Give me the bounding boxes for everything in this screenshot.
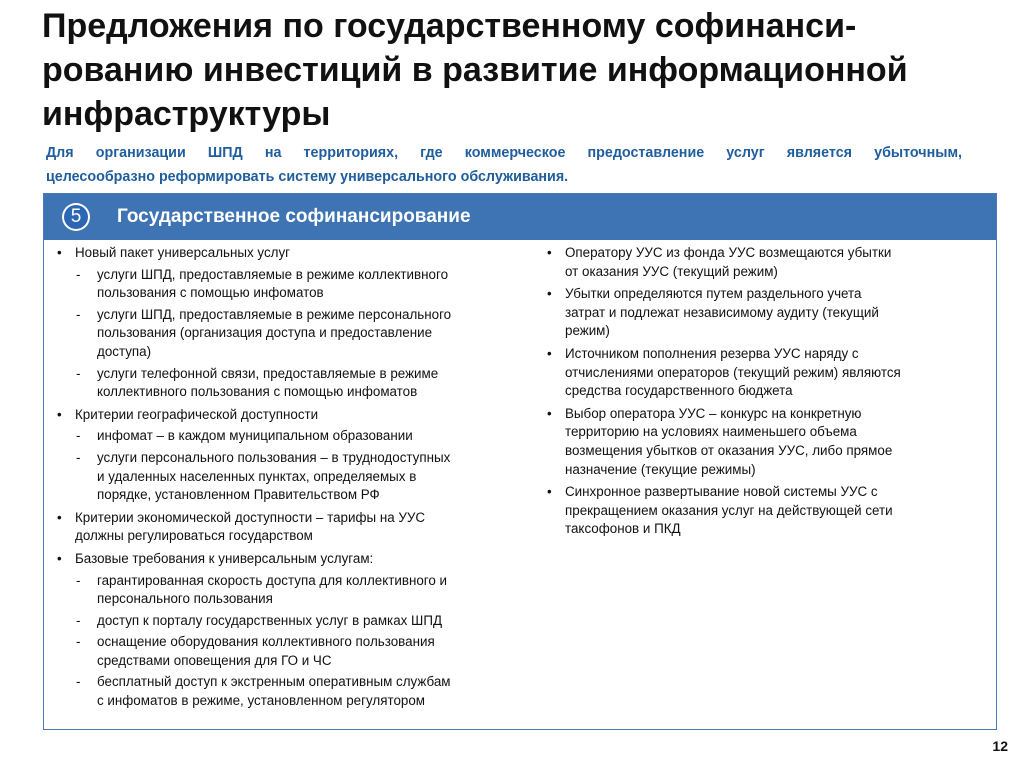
bullet-marker: • — [547, 345, 552, 361]
text-line: возмещения убытков от оказания УУС, либо прямое — [565, 442, 893, 458]
text-line: услуги персонального пользования – в труднодоступных — [97, 449, 451, 465]
left-bullet-column — [54, 244, 532, 715]
slide-title-line: инфраструктуры — [42, 95, 331, 133]
intro-line: целесообразно реформировать систему универсального обслуживания. — [46, 169, 569, 185]
dash-marker: - — [76, 428, 81, 444]
bullet-marker: • — [57, 245, 62, 260]
bullet-item — [544, 483, 984, 539]
bullet-text — [565, 405, 984, 479]
sub-list — [75, 572, 532, 711]
text-line: оснащение оборудования коллективного пользования — [97, 634, 435, 650]
text-line: доступа) — [97, 343, 152, 359]
text-line: назначение (текущие режимы) — [565, 461, 756, 477]
bullet-item — [54, 244, 532, 402]
text-line: Синхронное развертывание новой системы УУС с — [565, 484, 878, 500]
dash-marker: - — [76, 449, 81, 465]
bullet-marker: • — [547, 245, 552, 260]
sub-item-text — [97, 633, 532, 670]
sub-list — [75, 266, 532, 402]
text-line: средствами оповещения для ГО и ЧС — [97, 652, 332, 668]
intro-line: Для организации ШПД на территориях, где коммерческое предоставление услуг является убыточным, — [46, 145, 962, 161]
text-line: прекращением оказания услуг на действующей сети — [565, 502, 893, 518]
bullet-text — [75, 244, 532, 263]
text-line: Критерии географической доступности — [75, 406, 319, 422]
text-line: пользования (организация доступа и предоставление — [97, 325, 433, 341]
text-line: гарантированная скорость доступа для коллективного и — [97, 572, 448, 588]
dash-marker: - — [76, 612, 81, 628]
sub-item-text — [97, 365, 532, 402]
text-line: пользования с помощью инфоматов — [97, 285, 324, 301]
sub-item — [54, 673, 532, 710]
text-line: от оказания УУС (текущий режим) — [565, 263, 778, 279]
bullet-item — [54, 509, 532, 546]
bullet-text — [565, 285, 984, 341]
text-line: Новый пакет универсальных услуг — [75, 245, 291, 260]
number-badge — [62, 203, 90, 231]
sub-item-text — [97, 673, 532, 710]
text-line: услуги ШПД, предоставляемые в режиме коллективного — [97, 266, 449, 282]
right-bullet-column — [544, 244, 984, 543]
sub-item — [54, 612, 532, 631]
bullet-item — [544, 285, 984, 341]
text-line: персонального пользования — [97, 591, 273, 607]
sub-item — [54, 427, 532, 446]
intro-paragraph — [46, 141, 962, 189]
text-line: Выбор оператора УУС – конкурс на конкретную — [565, 405, 862, 421]
text-line: услуги ШПД, предоставляемые в режиме персонального — [97, 306, 452, 322]
text-line: средства государственного бюджета — [565, 383, 793, 399]
bullet-item — [544, 405, 984, 479]
sub-item-text — [97, 427, 532, 446]
slide-title — [42, 4, 1002, 136]
text-line: с инфоматов в режиме, установленном регулятором — [97, 693, 426, 709]
bullet-text — [75, 406, 532, 425]
text-line: Убытки определяются путем раздельного учета — [565, 286, 862, 302]
text-line: таксофонов и ПКД — [565, 521, 681, 537]
dash-marker: - — [76, 365, 81, 381]
bullet-item — [54, 406, 532, 505]
sub-item — [54, 365, 532, 402]
text-line: режим) — [565, 323, 610, 339]
text-line: коллективного пользования с помощью инфоматов — [97, 384, 418, 400]
text-line: Оператору УУС из фонда УУС возмещаются убытки — [565, 245, 892, 260]
text-line: отчислениями операторов (текущий режим) являются — [565, 364, 901, 380]
dash-marker: - — [76, 634, 81, 650]
bullet-item — [544, 244, 984, 281]
bullet-text — [565, 345, 984, 401]
dash-marker: - — [76, 674, 81, 690]
dash-marker: - — [76, 306, 81, 322]
text-line: Базовые требования к универсальным услугам: — [75, 550, 374, 566]
slide-title-line: рованию инвестиций в развитие информационной — [42, 51, 908, 89]
number-badge-label: 5 — [64, 205, 88, 229]
cofinancing-panel — [43, 193, 997, 730]
panel-title: Государственное софинансирование — [117, 206, 471, 227]
sub-item — [54, 266, 532, 303]
text-line: Критерии экономической доступности – тарифы на УУС — [75, 509, 426, 525]
text-line: порядке, установленном Правительством РФ — [97, 487, 380, 503]
text-line: инфомат – в каждом муниципальном образовании — [97, 428, 413, 444]
sub-item-text — [97, 266, 532, 303]
dash-marker: - — [76, 572, 81, 588]
text-line: затрат и подлежат независимому аудиту (текущий — [565, 304, 879, 320]
dash-marker: - — [76, 266, 81, 282]
sub-item — [54, 633, 532, 670]
bullet-text — [565, 483, 984, 539]
page-number: 12 — [992, 738, 1008, 754]
bullet-item — [544, 345, 984, 401]
text-line: услуги телефонной связи, предоставляемые в режиме — [97, 365, 439, 381]
sub-item — [54, 449, 532, 505]
sub-item-text — [97, 306, 532, 362]
bullet-marker: • — [57, 406, 62, 422]
bullet-text — [75, 509, 532, 546]
text-line: и удаленных населенных пунктах, определяемых в — [97, 468, 417, 484]
sub-list — [75, 427, 532, 504]
text-line: Источником пополнения резерва УУС наряду с — [565, 345, 859, 361]
sub-item-text — [97, 572, 532, 609]
bullet-text — [565, 244, 984, 281]
bullet-item — [54, 550, 532, 711]
sub-item — [54, 572, 532, 609]
bullet-marker: • — [547, 484, 552, 500]
text-line: должны регулироваться государством — [75, 528, 313, 544]
sub-item-text — [97, 449, 532, 505]
bullet-marker: • — [547, 405, 552, 421]
bullet-marker: • — [547, 286, 552, 302]
slide-title-line: Предложения по государственному софинанси- — [42, 7, 857, 45]
text-line: бесплатный доступ к экстренным оперативным службам — [97, 674, 451, 690]
text-line: доступ к порталу государственных услуг в рамках ШПД — [97, 612, 443, 628]
bullet-marker: • — [57, 550, 62, 566]
bullet-marker: • — [57, 509, 62, 525]
text-line: территорию на условиях наименьшего объема — [565, 424, 857, 440]
sub-item — [54, 306, 532, 362]
sub-item-text — [97, 612, 532, 631]
bullet-text — [75, 550, 532, 569]
panel-header — [44, 194, 996, 240]
